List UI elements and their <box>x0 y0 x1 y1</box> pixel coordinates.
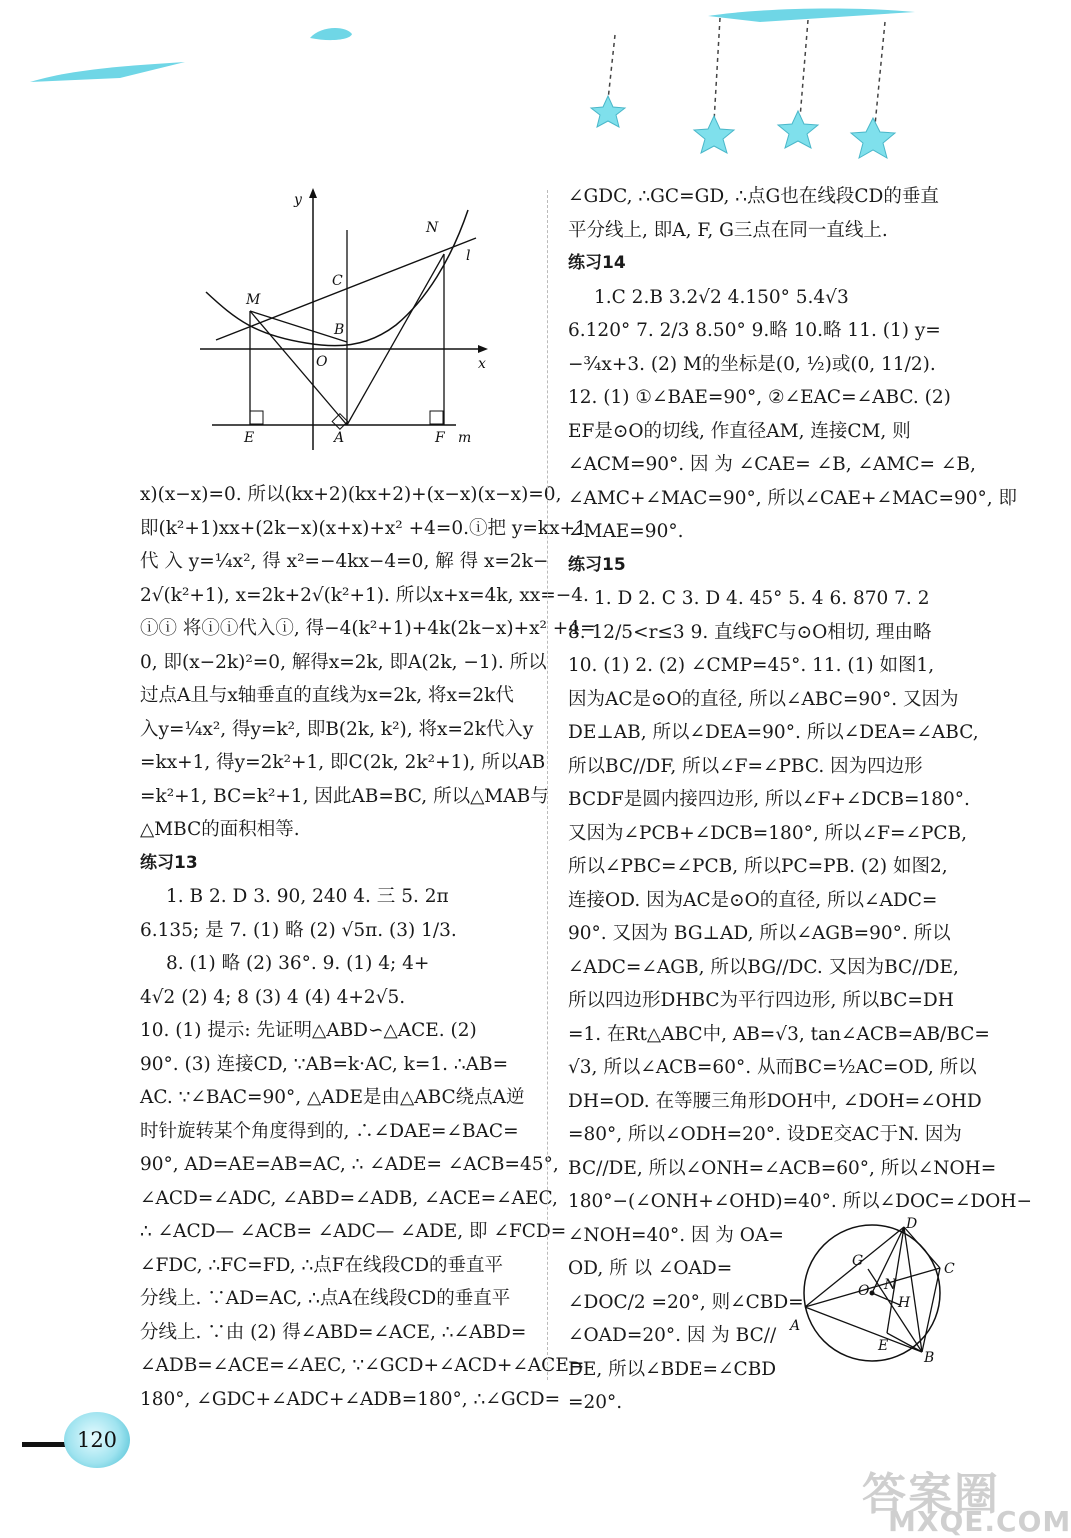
text-line: 即(k²+1)xx+(2k−x)(x+x)+x² +4=0.ⓘ把 y=kx+1 <box>140 517 587 539</box>
star-icon <box>591 96 625 127</box>
answer-line: 6.135; 是 7. (1) 略 (2) √5π. (3) 1/3. <box>140 919 457 941</box>
answer-line: ∠MAE=90°. <box>568 521 684 542</box>
diagram-label-m: M <box>246 292 261 308</box>
answer-line: EF是⊙O的切线, 作直径AM, 连接CM, 则 <box>568 420 911 442</box>
answer-line: 8. (1) 略 (2) 36°. 9. (1) 4; 4+ <box>166 953 430 974</box>
answer-line: DE⊥AB, 所以∠DEA=90°. 所以∠DEA=∠ABC, <box>568 722 979 743</box>
circle-label-c: C <box>944 1261 955 1277</box>
answer-line: BCDF是圆内接四边形, 所以∠F+∠DCB=180°. <box>568 789 970 810</box>
answer-line: =20°. <box>568 1392 623 1413</box>
answer-line: ∠ACD=∠ADC, ∠ABD=∠ADB, ∠ACE=∠AEC, <box>140 1187 558 1209</box>
answer-line: 1. B 2. D 3. 90, 240 4. 三 5. 2π <box>166 886 449 907</box>
diagram-label-line-m: m <box>458 430 472 446</box>
star-icon <box>694 116 734 153</box>
answer-line: 8. 12/5<r≤3 9. 直线FC与⊙O相切, 理由略 <box>568 621 932 643</box>
answer-line: ∠AMC+∠MAC=90°, 所以∠CAE+∠MAC=90°, 即 <box>568 487 1018 509</box>
text-line: 代 入 y=¼x², 得 x²=−4kx−4=0, 解 得 x=2k− <box>140 551 549 572</box>
answer-line: 10. (1) 2. (2) ∠CMP=45°. 11. (1) 如图1, <box>568 655 935 676</box>
text-line: 入y=¼x², 得y=k², 即B(2k, k²), 将x=2k代入y <box>140 718 534 740</box>
cloud-stroke-right <box>708 9 915 22</box>
answer-line: DH=OD. 在等腰三角形DOH中, ∠DOH=∠OHD <box>568 1090 982 1112</box>
text-line: ∠GDC, ∴GC=GD, ∴点G也在线段CD的垂直 <box>568 186 939 207</box>
answer-line: 6.120° 7. 2/3 8.50° 9.略 10.略 11. (1) y= <box>568 320 941 341</box>
circle-label-a: A <box>790 1318 801 1334</box>
answer-line: 90°, AD=AE=AB=AC, ∴ ∠ADE= ∠ACB=45°, <box>140 1154 559 1175</box>
answer-line: =80°, 所以∠ODH=20°. 设DE交AC于N. 因为 <box>568 1124 962 1145</box>
watermark-url: MXQE.COM <box>888 1505 1071 1538</box>
header-decoration <box>0 0 1037 180</box>
answer-line: 时针旋转某个角度得到的, ∴∠DAE=∠BAC= <box>140 1120 519 1142</box>
answer-line: 1.C 2.B 3.2√2 4.150° 5.4√3 <box>594 286 849 308</box>
answer-line: 分线上. ∵AD=AC, ∴点A在线段CD的垂直平 <box>140 1288 511 1309</box>
text-line: ⓘⓘ 将ⓘⓘ代入ⓘ, 得−4(k²+1)+4k(2k−x)+x² +4= <box>140 618 596 639</box>
answer-line: 又因为∠PCB+∠DCB=180°, 所以∠F=∠PCB, <box>568 822 968 844</box>
answer-line: 180°−(∠ONH+∠OHD)=40°. 所以∠DOC=∠DOH− <box>568 1191 1032 1212</box>
diagram-label-e: E <box>244 430 255 446</box>
circle-label-h: H <box>898 1295 911 1311</box>
circle-label-d: D <box>906 1216 918 1232</box>
circle-label-o: O <box>858 1283 870 1299</box>
diagram-label-a: A <box>334 430 345 446</box>
answer-line: OD, 所 以 ∠OAD= <box>568 1258 733 1279</box>
diagram-label-n: N <box>426 220 439 236</box>
left-column <box>140 478 596 1416</box>
text-line: 0, 即(x−2k)²=0, 解得x=2k, 即A(2k, −1). 所以 <box>140 651 547 673</box>
answer-line: ∠ADC=∠AGB, 所以BG//DC. 又因为BC//DE, <box>568 956 959 978</box>
circle-label-b: B <box>924 1350 935 1366</box>
answer-line: ∠ADB=∠ACE=∠AEC, ∵∠GCD+∠ACD+∠ACE= <box>140 1355 585 1376</box>
answer-line: ∠OAD=20°. 因 为 BC// <box>568 1325 777 1346</box>
diagram-label-f: F <box>435 430 445 446</box>
answer-line: 所以∠PBC=∠PCB, 所以PC=PB. (2) 如图2, <box>568 856 948 877</box>
answer-line: ∠NOH=40°. 因 为 OA= <box>568 1224 784 1246</box>
answer-line: =1. 在Rt△ABC中, AB=√3, tan∠ACB=AB/BC= <box>568 1023 990 1045</box>
circle-diagram <box>788 1215 968 1365</box>
circle-label-e: E <box>878 1338 889 1354</box>
answer-line: ∠ACM=90°. 因 为 ∠CAE= ∠B, ∠AMC= ∠B, <box>568 454 976 475</box>
diagram-label-o: O <box>316 354 328 370</box>
diagram-label-x: x <box>478 356 486 372</box>
star-icon <box>851 118 895 158</box>
answer-line: √3, 所以∠ACB=60°. 从而BC=½AC=OD, 所以 <box>568 1057 977 1078</box>
section-heading-13: 练习13 <box>140 852 198 873</box>
text-line: =k²+1, BC=k²+1, 因此AB=BC, 所以△MAB与 <box>140 785 549 807</box>
answer-line: 10. (1) 提示: 先证明△ABD∽△ACE. (2) <box>140 1020 477 1041</box>
diagram-label-c: C <box>332 273 343 289</box>
answer-line: DE, 所以∠BDE=∠CBD <box>568 1358 777 1380</box>
diagram-label-y: y <box>294 192 302 208</box>
answer-line: 12. (1) ①∠BAE=90°, ②∠EAC=∠ABC. (2) <box>568 387 951 408</box>
answer-line: BC//DE, 所以∠ONH=∠ACB=60°, 所以∠NOH= <box>568 1157 997 1179</box>
answer-line: ∠FDC, ∴FC=FD, ∴点F在线段CD的垂直平 <box>140 1254 504 1276</box>
section-heading-15: 练习15 <box>568 554 626 575</box>
answer-line: 90°. (3) 连接CD, ∵AB=k·AC, k=1. ∴AB= <box>140 1053 509 1075</box>
circle-label-g: G <box>852 1253 864 1269</box>
column-divider <box>547 190 548 1380</box>
cloud-stroke-left <box>30 62 185 82</box>
text-line: 2√(k²+1), x=2k+2√(k²+1). 所以x+x=4k, xx=−4. <box>140 584 589 606</box>
text-line: 过点A且与x轴垂直的直线为x=2k, 将x=2k代 <box>140 685 514 706</box>
cloud-stroke-center <box>310 28 352 40</box>
text-line: △MBC的面积相等. <box>140 819 300 840</box>
answer-line: 90°. 又因为 BG⊥AD, 所以∠AGB=90°. 所以 <box>568 923 951 944</box>
text-line: =kx+1, 得y=2k²+1, 即C(2k, 2k²+1), 所以AB <box>140 752 546 773</box>
answer-line: −¾x+3. (2) M的坐标是(0, ½)或(0, 11/2). <box>568 353 936 375</box>
answer-line: 所以四边形DHBC为平行四边形, 所以BC=DH <box>568 990 954 1011</box>
page-number <box>64 1412 130 1468</box>
page-number-text: 120 <box>76 1428 118 1452</box>
answer-line: 1. D 2. C 3. D 4. 45° 5. 4 6. 870 7. 2 <box>594 588 930 609</box>
answer-line: 180°, ∠GDC+∠ADC+∠ADB=180°, ∴∠GCD= <box>140 1388 561 1410</box>
coordinate-diagram <box>196 180 496 455</box>
answer-line: 4√2 (2) 4; 8 (3) 4 (4) 4+2√5. <box>140 986 406 1008</box>
answer-line: ∴ ∠ACD— ∠ACB= ∠ADC— ∠ADE, 即 ∠FCD= <box>140 1221 567 1242</box>
section-heading-14: 练习14 <box>568 253 626 273</box>
diagram-label-l: l <box>466 248 471 264</box>
text-line: x)(x−x)=0. 所以(kx+2)(kx+2)+(x−x)(x−x)=0, <box>140 484 562 505</box>
answer-line: ∠DOC/2 =20°, 则∠CBD= <box>568 1291 804 1313</box>
text-line: 平分线上, 即A, F, G三点在同一直线上. <box>568 219 888 241</box>
answer-line: AC. ∵∠BAC=90°, △ADE是由△ABC绕点A逆 <box>140 1087 525 1108</box>
circle-label-n: N <box>884 1277 897 1293</box>
answer-line: 分线上. ∵由 (2) 得∠ABD=∠ACE, ∴∠ABD= <box>140 1321 527 1343</box>
answer-line: 连接OD. 因为AC是⊙O的直径, 所以∠ADC= <box>568 889 938 911</box>
star-icon <box>778 111 818 148</box>
watermark-logo: 答案圈 <box>862 1469 1000 1520</box>
answer-line: 因为AC是⊙O的直径, 所以∠ABC=90°. 又因为 <box>568 688 959 710</box>
diagram-label-b: B <box>334 322 345 338</box>
answer-line: 所以BC//DF, 所以∠F=∠PBC. 因为四边形 <box>568 755 923 777</box>
